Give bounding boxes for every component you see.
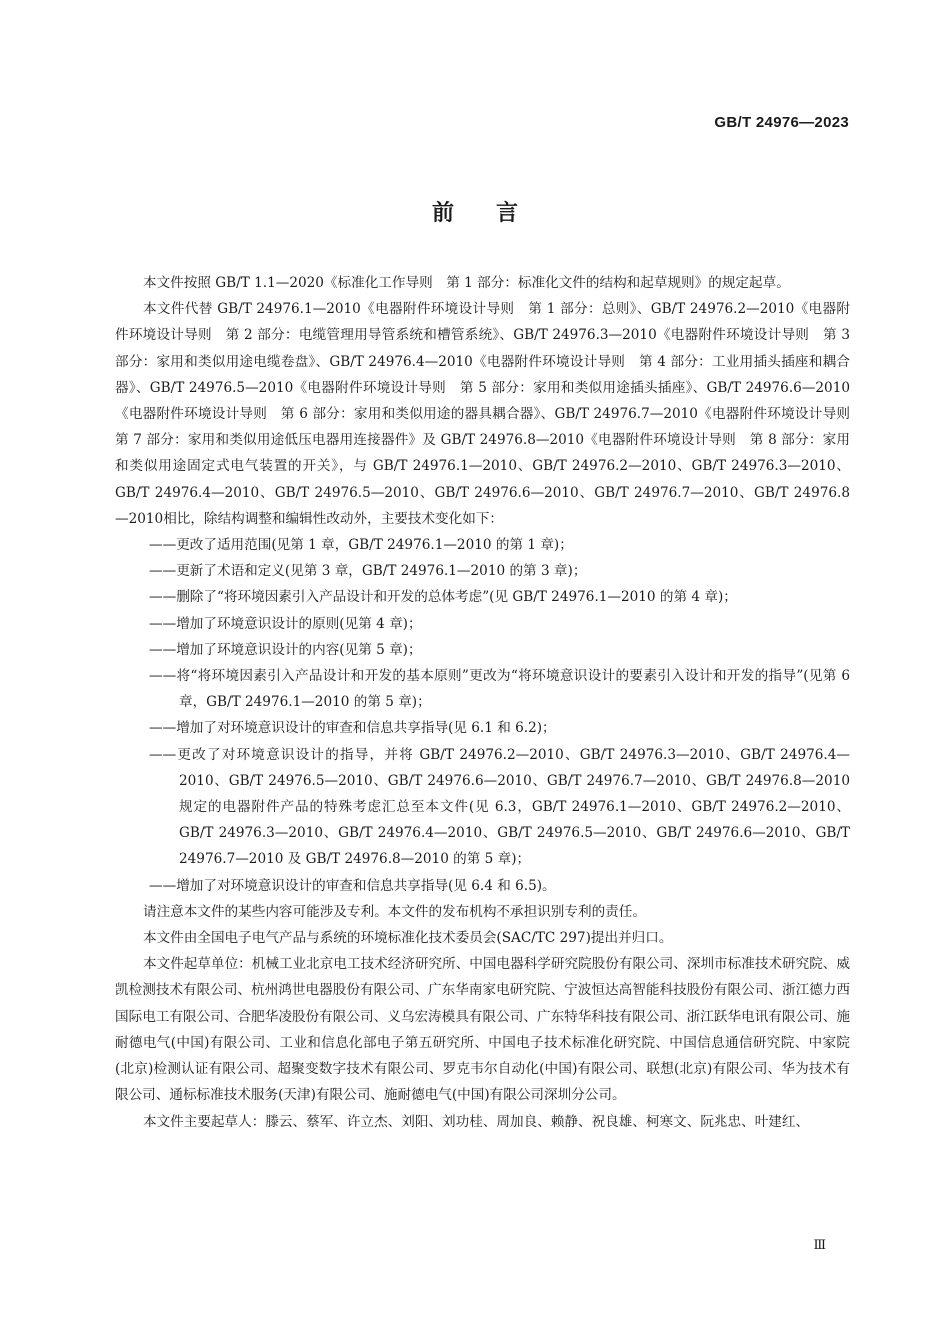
change-item: ——更新了术语和定义(见第 3 章，GB/T 24976.1—2010 的第 3 章)； [149,563,587,580]
standard-code: GB/T 24976—2023 [714,114,849,131]
change-item: ——增加了对环境意识设计的审查和信息共享指导(见 6.4 和 6.5)。 [149,877,556,894]
change-item: ——更改了适用范围(见第 1 章，GB/T 24976.1—2010 的第 1 章)； [149,537,573,554]
paragraph-drafting-units: 本文件起草单位：机械工业北京电工技术经济研究所、中国电器科学研究院股份有限公司、深圳市标准技术研究院、威凯检测技术有限公司、杭州鸿世电器股份有限公司、广东华南家电研究院、宁波恒达高智能科技股份有限公司、浙江德力西国际电工有限公司、合肥华凌股份有限公司、义乌宏涛模具有限公司、广东特华科技有限公司、浙江跃华电讯有限公司、施耐德电气(中国)有限公司、工业和信息化部电子第五研究所、中国电子技术标准化研究院、中国信息通信研究院、中家院(北京)检测认证有限公司、超聚变数字技术有限公司、罗克韦尔自动化(中国)有限公司、联想(北京)有限公司、华为技术有限公司、通标标准技术服务(天津)有限公司、施耐德电气(中国)有限公司深圳分公司。 [115,956,850,1104]
change-item: ——更改了对环境意识设计的指导，并将 GB/T 24976.2—2010、GB/T 24976.3—2010、GB/T 24976.4—2010、GB/T 24976.5—2010、GB/T 24976.6—2010、GB/T 24976.7—2010、GB/T 24976.8—2010 规定的电器附件产品的特殊考虑汇总至本文件(见 6.3，GB/T 24976.1—2010、GB/T 24976.2—2010、GB/T 24976.3—2010、GB/T 24976.4—2010、GB/T 24976.5—2010、GB/T 24976.6—2010、GB/T 24976.7—2010 及 GB/T 24976.8—2010 的第 5 章)； [149,746,850,868]
paragraph-drafting-rules: 本文件按照 GB/T 1.1—2020《标准化工作导则 第 1 部分：标准化文件的结构和起草规则》的规定起草。 [143,275,790,291]
paragraph-drafters: 本文件主要起草人：滕云、蔡军、许立杰、刘阳、刘功桂、周加良、赖静、祝良雄、柯寒文、阮兆忠、叶建红、 [143,1113,810,1130]
change-item: ——将“将环境因素引入产品设计和开发的基本原则”更改为“将环境意识设计的要素引入设计和开发的指导”(见第 6 章，GB/T 24976.1—2010 的第 5 章)； [149,668,850,711]
paragraph-patent-notice: 请注意本文件的某些内容可能涉及专利。本文件的发布机构不承担识别专利的责任。 [143,903,646,920]
change-item: ——增加了环境意识设计的内容(见第 5 章)； [149,641,422,658]
page-title: 前言 [431,201,560,226]
page-number: Ⅲ [813,1238,826,1253]
document-body [115,270,864,1135]
change-item: ——增加了环境意识设计的原则(见第 4 章)； [149,615,422,632]
paragraph-replacement: 本文件代替 GB/T 24976.1—2010《电器附件环境设计导则 第 1 部分：总则》、GB/T 24976.2—2010《电器附件环境设计导则 第 2 部分：电缆管理用导管系统和槽管系统》、GB/T 24976.3—2010《电器附件环境设计导则 第 3 部分：家用和类似用途电缆卷盘》、GB/T 24976.4—2010《电器附件环境设计导则 第 4 部分：工业用插头插座和耦合器》、GB/T 24976.5—2010《电器附件环境设计导则 第 5 部分：家用和类似用途插头插座》、GB/T 24976.6—2010《电器附件环境设计导则 第 6 部分：家用和类似用途的器具耦合器》、GB/T 24976.7—2010《电器附件环境设计导则 第 7 部分：家用和类似用途低压电器用连接器件》及 GB/T 24976.8—2010《电器附件环境设计导则 第 8 部分：家用和类似用途固定式电气装置的开关》，与 GB/T 24976.1—2010、GB/T 24976.2—2010、GB/T 24976.3—2010、GB/T 24976.4—2010、GB/T 24976.5—2010、GB/T 24976.6—2010、GB/T 24976.7—2010、GB/T 24976.8—2010相比，除结构调整和编辑性改动外，主要技术变化如下： [115,301,864,527]
paragraph-proposer: 本文件由全国电子电气产品与系统的环境标准化技术委员会(SAC/TC 297)提出并归口。 [143,930,673,947]
change-item: ——增加了对环境意识设计的审查和信息共享指导(见 6.1 和 6.2)； [149,720,556,737]
change-item: ——删除了“将环境因素引入产品设计和开发的总体考虑”(见 GB/T 24976.1—2010 的第 4 章)； [149,589,737,606]
